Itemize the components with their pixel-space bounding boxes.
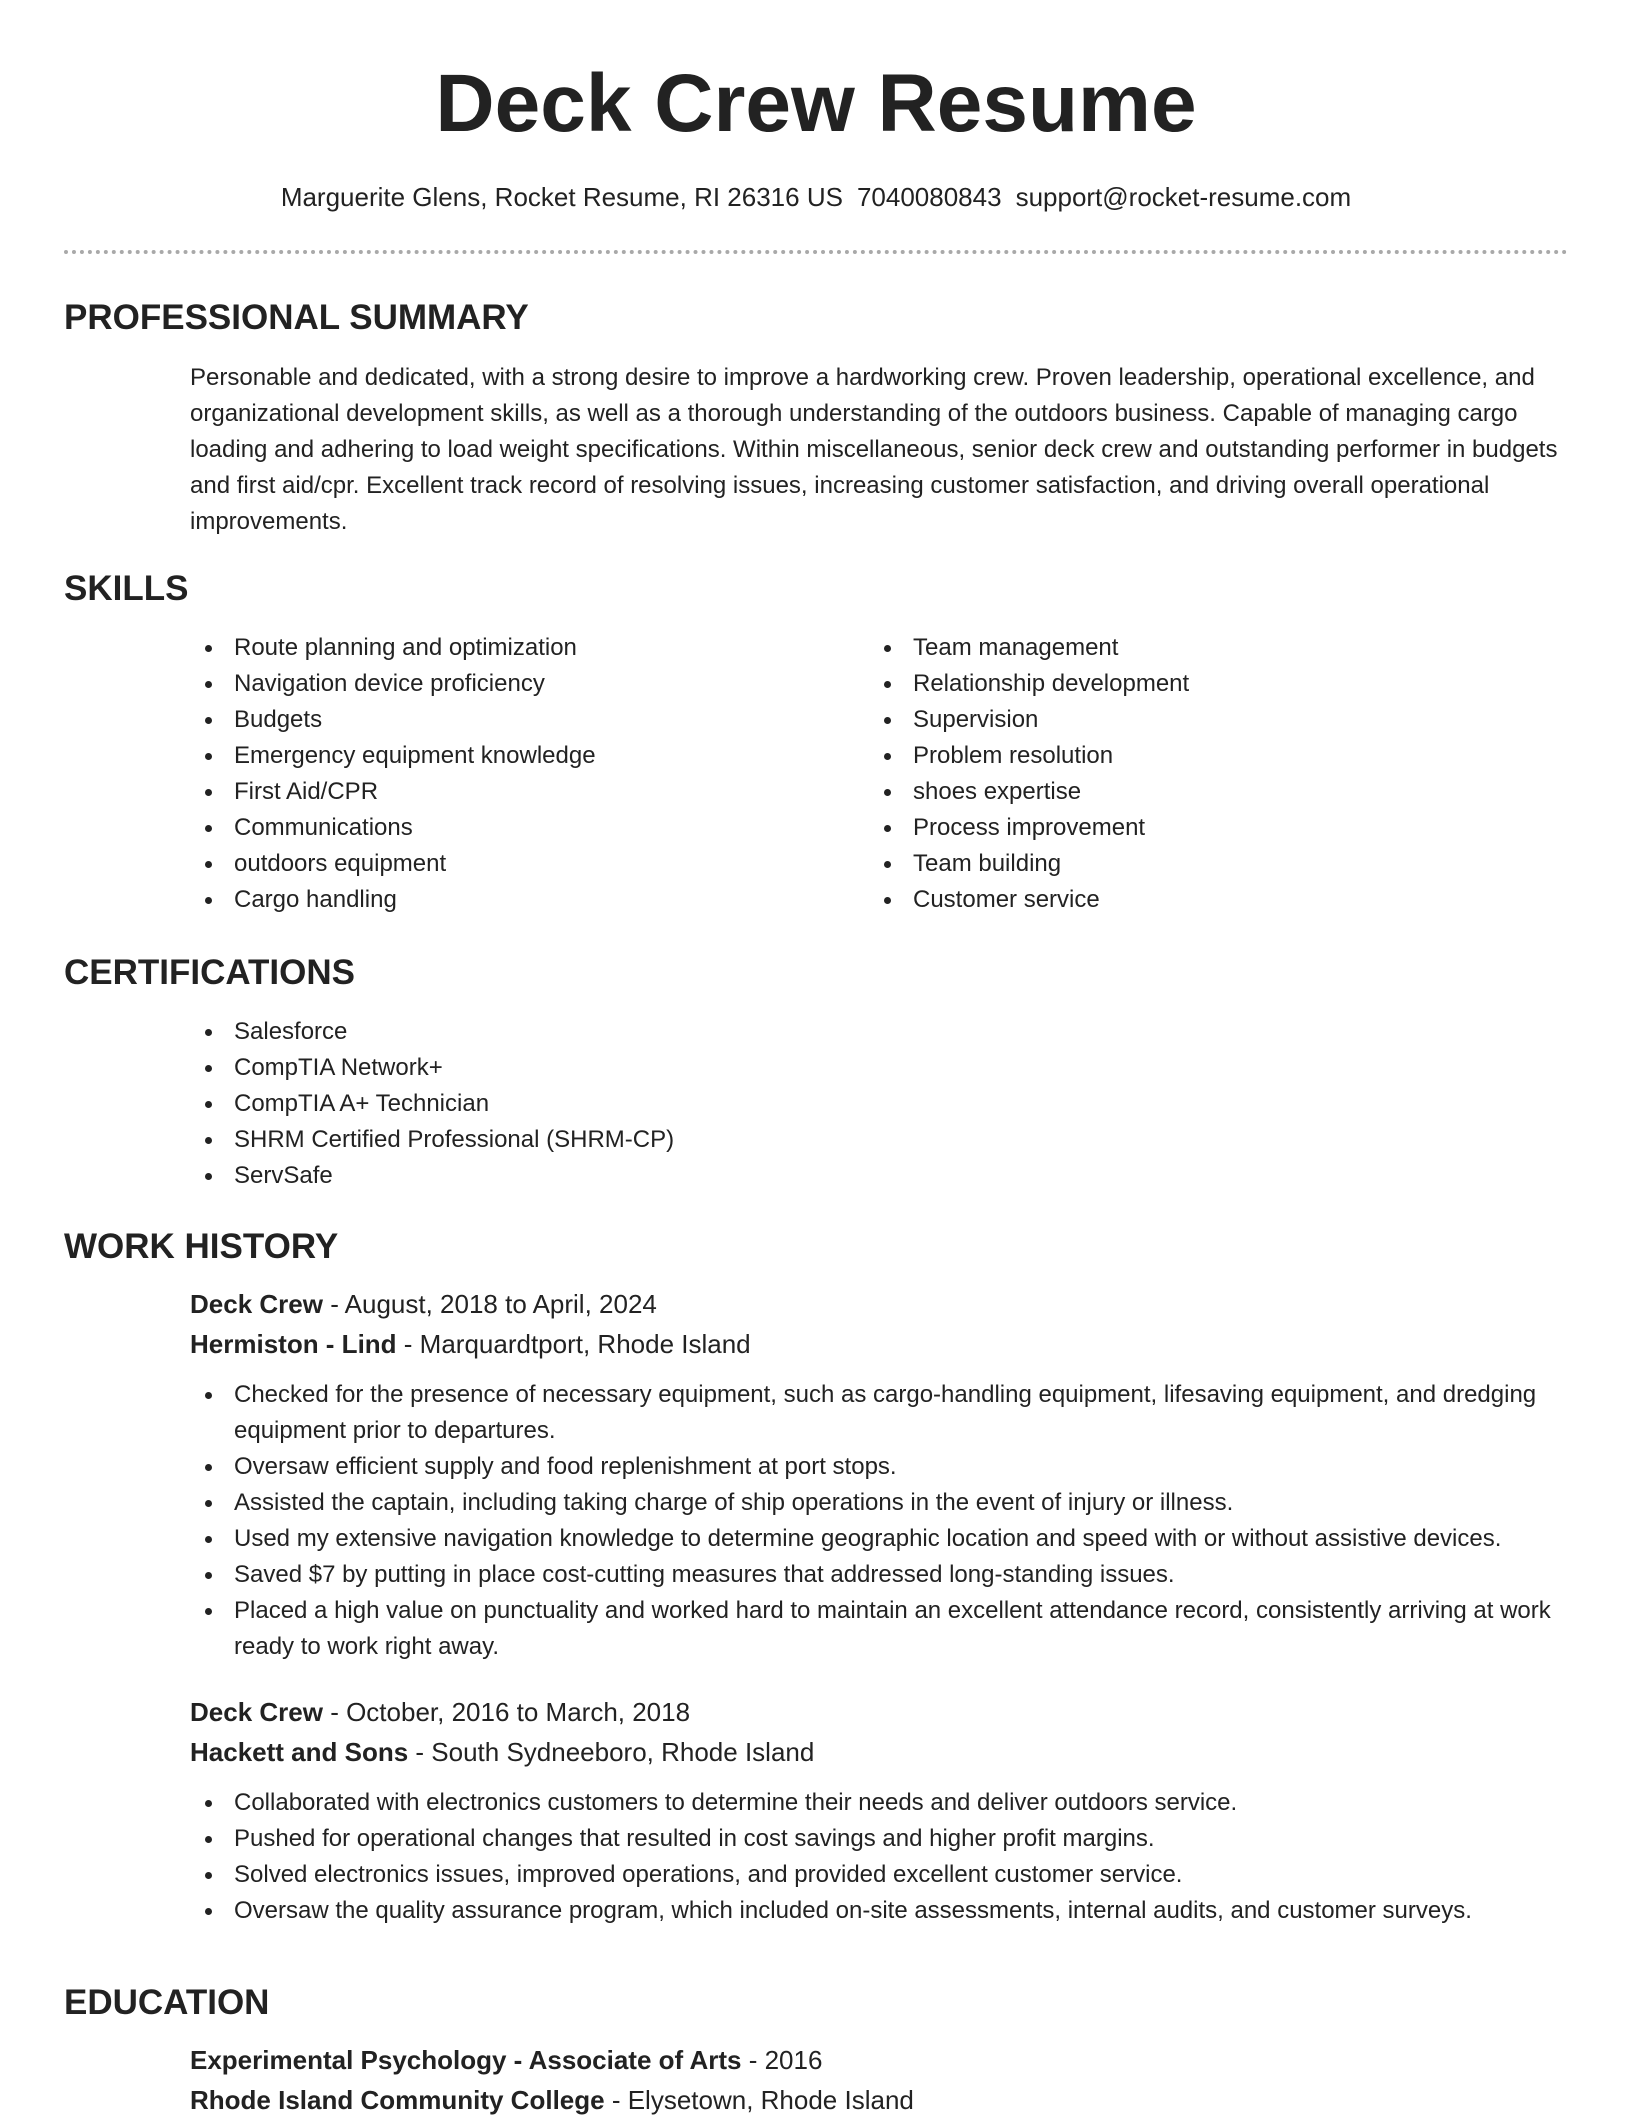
- contact-address: Marguerite Glens, Rocket Resume, RI 26316 US: [280, 182, 843, 212]
- contact-line: [0, 180, 1632, 214]
- job-dates: - October, 2016 to March, 2018: [322, 1697, 691, 1727]
- job-title-line: [190, 1284, 1568, 1324]
- job-title: Deck Crew: [190, 1697, 323, 1727]
- skill-item: shoes expertise: [869, 774, 1548, 810]
- certifications-section: [64, 951, 1568, 1194]
- job-bullet: Oversaw efficient supply and food replenishment at port stops.: [190, 1449, 1568, 1485]
- resume-title: Deck Crew Resume: [435, 58, 1197, 149]
- certification-item: CompTIA Network+: [190, 1050, 1568, 1086]
- certification-item: CompTIA A+ Technician: [190, 1086, 1568, 1122]
- job-bullet: Pushed for operational changes that resulted in cost savings and higher profit margins.: [190, 1821, 1568, 1857]
- skill-item: Emergency equipment knowledge: [190, 738, 869, 774]
- job-bullets: [64, 1785, 1568, 1929]
- header-divider: [64, 250, 1568, 254]
- job-bullet: Checked for the presence of necessary equipment, such as cargo-handling equipment, lifesaving equipment, and dredging equipment prior to departures.: [190, 1377, 1568, 1449]
- job-bullet: Solved electronics issues, improved operations, and provided excellent customer service.: [190, 1857, 1568, 1893]
- education-school: Rhode Island Community College: [190, 2085, 605, 2115]
- job-company-line: [190, 1324, 1568, 1364]
- job-location: - Marquardtport, Rhode Island: [396, 1329, 751, 1359]
- skill-item: Communications: [190, 810, 869, 846]
- job-bullets: [64, 1377, 1568, 1665]
- summary-text: Personable and dedicated, with a strong desire to improve a hardworking crew. Proven leadership, operational excellence, and organizational development skills, as well as a thorough understanding of the outdoors business. Capable of managing cargo loading and adhering to load weight specifications. Within miscellaneous, senior deck crew and outstanding performer in budgets and first aid/cpr. Excellent track record of resolving issues, increasing customer satisfaction, and driving overall operational improvements.: [190, 364, 1558, 535]
- job-company-line: [190, 1732, 1568, 1772]
- education-heading: EDUCATION: [64, 1983, 270, 2022]
- skill-item: Process improvement: [869, 810, 1548, 846]
- skill-item: Supervision: [869, 702, 1548, 738]
- education-section: [64, 1981, 1568, 2120]
- skill-item: Team building: [869, 846, 1548, 882]
- skill-item: outdoors equipment: [190, 846, 869, 882]
- skill-item: Navigation device proficiency: [190, 666, 869, 702]
- skill-item: Cargo handling: [190, 882, 869, 918]
- skill-item: Route planning and optimization: [190, 630, 869, 666]
- job-entry: [64, 1284, 1568, 1364]
- skill-item: Customer service: [869, 882, 1548, 918]
- job-title-line: [190, 1692, 1568, 1732]
- job-entry: [64, 1692, 1568, 1772]
- skill-item: First Aid/CPR: [190, 774, 869, 810]
- certification-item: Salesforce: [190, 1014, 1568, 1050]
- summary-section: [64, 296, 1568, 540]
- education-degree: Experimental Psychology - Associate of Arts: [190, 2045, 742, 2075]
- job-title: Deck Crew: [190, 1289, 323, 1319]
- job-bullet: Assisted the captain, including taking charge of ship operations in the event of injury or illness.: [190, 1485, 1568, 1521]
- job-location: - South Sydneeboro, Rhode Island: [408, 1737, 815, 1767]
- job-bullet: Oversaw the quality assurance program, which included on-site assessments, internal audits, and customer surveys.: [190, 1893, 1568, 1929]
- job-bullet: Placed a high value on punctuality and worked hard to maintain an excellent attendance record, consistently arriving at work ready to work right away.: [190, 1593, 1568, 1665]
- skills-columns: [64, 630, 1568, 918]
- work-history-section: [64, 1225, 1568, 1929]
- work-history-heading: WORK HISTORY: [64, 1227, 339, 1266]
- contact-email: support@rocket-resume.com: [1015, 182, 1352, 212]
- skills-heading: SKILLS: [64, 569, 189, 608]
- skills-list-right: [869, 630, 1548, 918]
- skill-item: Problem resolution: [869, 738, 1548, 774]
- skill-item: Budgets: [190, 702, 869, 738]
- summary-heading: PROFESSIONAL SUMMARY: [64, 298, 529, 337]
- education-year: - 2016: [741, 2045, 823, 2075]
- education-school-line: [190, 2080, 1568, 2120]
- job-bullet: Used my extensive navigation knowledge to determine geographic location and speed with or without assistive devices.: [190, 1521, 1568, 1557]
- skills-section: [64, 567, 1568, 918]
- education-location: - Elysetown, Rhode Island: [604, 2085, 914, 2115]
- certifications-heading: CERTIFICATIONS: [64, 953, 356, 992]
- education-entry: [64, 2040, 1568, 2120]
- certification-item: ServSafe: [190, 1158, 1568, 1194]
- skills-list-left: [190, 630, 869, 918]
- certification-item: SHRM Certified Professional (SHRM-CP): [190, 1122, 1568, 1158]
- skill-item: Relationship development: [869, 666, 1548, 702]
- job-bullet: Saved $7 by putting in place cost-cutting measures that addressed long-standing issues.: [190, 1557, 1568, 1593]
- job-company: Hermiston - Lind: [190, 1329, 397, 1359]
- contact-phone: 7040080843: [856, 182, 1002, 212]
- skill-item: Team management: [869, 630, 1548, 666]
- certifications-list: [64, 1014, 1568, 1194]
- education-degree-line: [190, 2040, 1568, 2080]
- job-company: Hackett and Sons: [190, 1737, 409, 1767]
- job-bullet: Collaborated with electronics customers to determine their needs and deliver outdoors service.: [190, 1785, 1568, 1821]
- job-dates: - August, 2018 to April, 2024: [322, 1289, 657, 1319]
